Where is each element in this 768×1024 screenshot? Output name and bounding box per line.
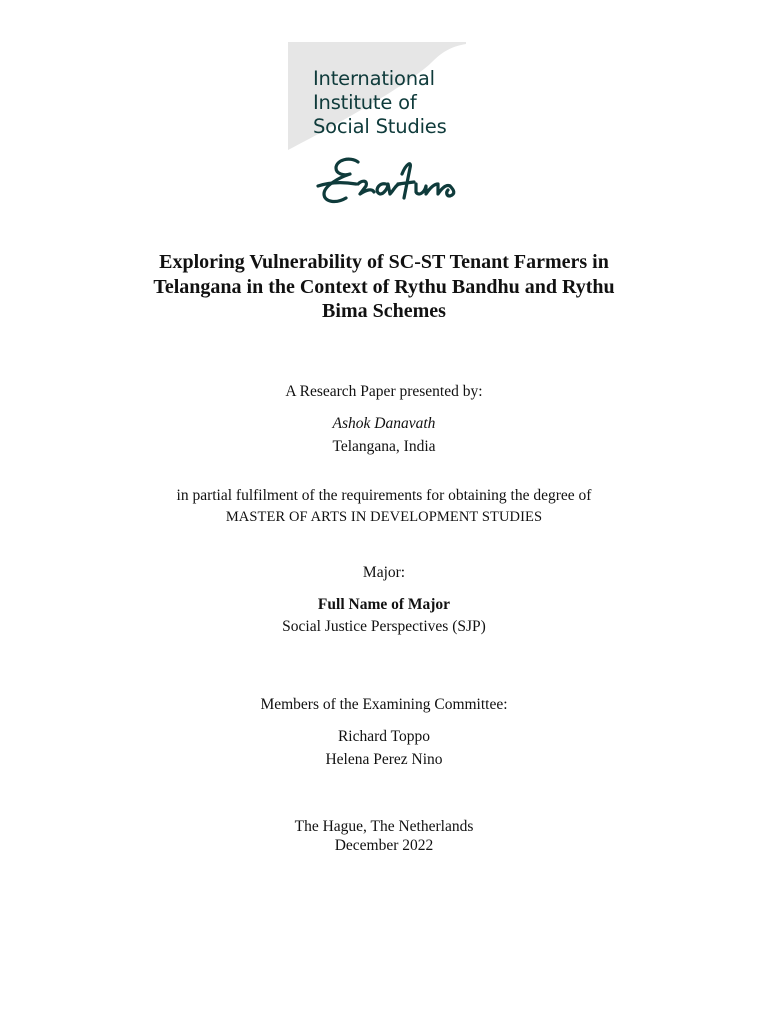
institute-name-line-1: International — [313, 67, 435, 90]
major-value: Social Justice Perspectives (SJP) — [282, 618, 486, 635]
paper-title-line-3: Bima Schemes — [322, 300, 446, 322]
major-heading: Full Name of Major — [317, 596, 451, 613]
place: The Hague, The Netherlands — [294, 818, 474, 835]
paper-title-line-1: Exploring Vulnerability of SC-ST Tenant Farmers in — [159, 251, 609, 273]
iss-logo — [286, 42, 486, 212]
fulfilment-line: in partial fulfilment of the requirements for obtaining the degree of — [176, 487, 592, 504]
institute-name-line-3: Social Studies — [313, 115, 447, 138]
committee-member: Helena Perez Nino — [325, 751, 443, 768]
institute-name — [313, 67, 447, 139]
major-label: Major: — [362, 564, 406, 581]
presented-by-label: A Research Paper presented by: — [285, 383, 483, 400]
committee-label: Members of the Examining Committee: — [260, 696, 508, 713]
author-location: Telangana, India — [332, 438, 436, 455]
paper-title — [0, 250, 768, 324]
author-name: Ashok Danavath — [332, 415, 436, 432]
degree-name: MASTER OF ARTS IN DEVELOPMENT STUDIES — [225, 509, 543, 525]
erasmus-signature-icon — [314, 154, 464, 212]
paper-title-line-2: Telangana in the Context of Rythu Bandhu and Rythu — [153, 275, 615, 298]
date: December 2022 — [334, 837, 434, 854]
committee-member: Richard Toppo — [337, 728, 431, 745]
institute-name-line-2: Institute of — [313, 91, 417, 114]
